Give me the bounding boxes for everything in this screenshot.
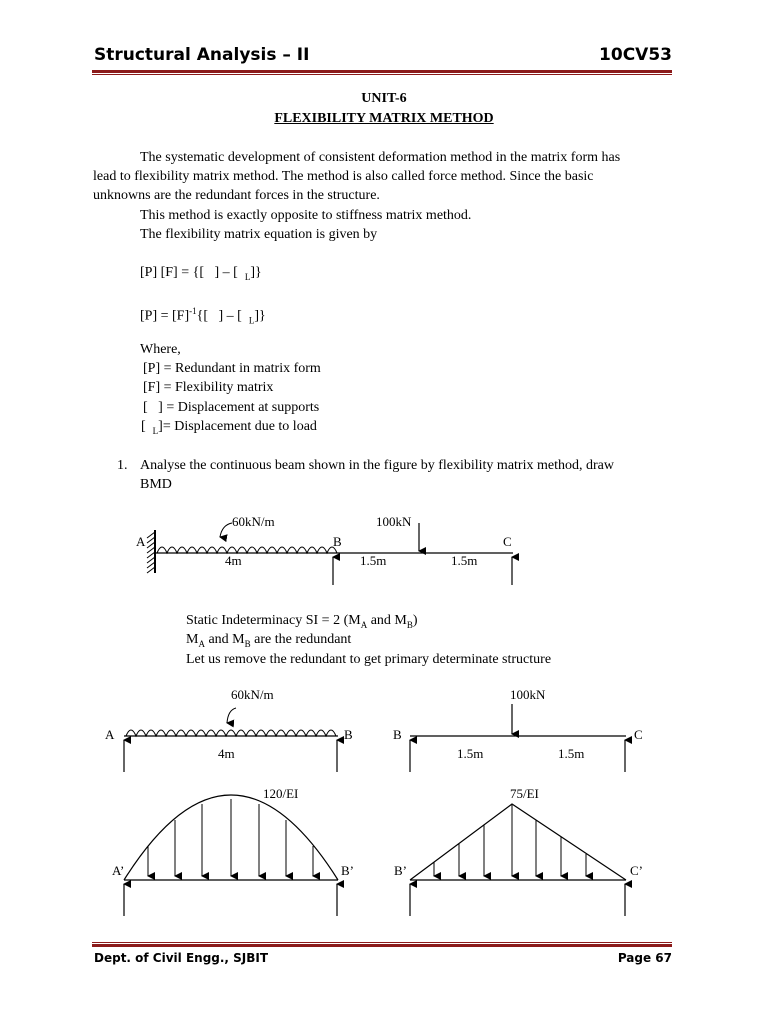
header-rule [92,70,672,73]
indeterminacy-line-2: $M_A$ and $M_B$ are the redundant [186,632,352,649]
footer-rule [92,944,672,947]
footer-page: Page 67 [617,951,672,965]
node-b-label: B [333,534,342,549]
bmd-ab-node-b: B’ [341,863,354,878]
bmd-ab-ordinates [148,799,313,876]
equation-2: $[P] = [F]^{-1}${[ ] – [ $_L$]} [140,306,266,326]
bmd-ab-node-a: A’ [112,863,125,878]
figure-continuous-beam [0,505,768,590]
span-ab-udl-pointer [227,708,236,723]
indeterminacy-line-1: Static Indeterminacy SI = 2 ($M_A$ and $M_B$) [186,613,418,630]
span-2a-label: 1.5m [360,553,387,568]
span-bc-length-a: 1.5m [457,746,484,761]
page-heading: FLEXIBILITY MATRIX METHOD [274,111,494,126]
where-f: [F] = Flexibility matrix [143,380,274,395]
bmd-bc-ordinates [434,805,586,876]
bmd-bc-node-b: B’ [394,863,407,878]
header-code: 10CV53 [599,45,672,65]
equation-1: [P] [F] = {[ ] – [ $_L$]} [140,265,262,282]
bmd-ab-max-label: 120/EI [263,786,299,801]
node-a-label: A [136,534,146,549]
problem-number: 1. [117,458,128,473]
problem-line-2: BMD [140,477,172,492]
bmd-bc-max-label: 75/EI [510,786,539,801]
where-dl: [ $_L$]= Displacement due to load [141,419,317,436]
span-1-label: 4m [225,553,242,568]
udl-wave [157,547,337,553]
span-bc-node-c: C [634,727,643,742]
intro-line-1: The systematic development of consistent deformation method in the matrix form has [140,150,621,165]
where-label: Where, [140,342,181,357]
bmd-bc-triangle [410,804,626,880]
problem-line-1: Analyse the continuous beam shown in the figure by flexibility matrix method, draw [140,458,614,473]
span-2b-label: 1.5m [451,553,478,568]
footer-dept: Dept. of Civil Engg., SJBIT [94,951,269,965]
fixed-support-hatch [147,532,155,573]
intro-line-3: unknowns are the redundant forces in the structure. [93,188,380,203]
udl-label: 60kN/m [232,514,275,529]
span-bc-load-label: 100kN [510,687,546,702]
where-p: [P] = Redundant in matrix form [143,361,321,376]
where-d: [ ] = Displacement at supports [143,400,320,415]
span-ab-length: 4m [218,746,235,761]
span-bc-length-b: 1.5m [558,746,585,761]
header-title: Structural Analysis – II [94,45,310,65]
bmd-bc-node-c: C’ [630,863,643,878]
figure-primary-structure [0,680,768,920]
udl-pointer-arrow [220,523,232,537]
intro-line-2: lead to flexibility matrix method. The method is also called force method. Since the basic [93,169,594,184]
intro-line-4: This method is exactly opposite to stiffness matrix method. [140,208,472,223]
unit-label: UNIT-6 [361,91,407,106]
span-bc-node-b: B [393,727,402,742]
span-ab-udl-label: 60kN/m [231,687,274,702]
header-rule-thin [92,74,672,75]
intro-line-5: The flexibility matrix equation is given by [140,227,378,242]
node-c-label: C [503,534,512,549]
indeterminacy-line-3: Let us remove the redundant to get primary determinate structure [186,652,552,667]
span-ab-node-a: A [105,727,115,742]
span-ab-node-b: B [344,727,353,742]
footer-rule-thin [92,942,672,943]
point-load-label: 100kN [376,514,412,529]
span-ab-udl-wave [126,730,336,736]
